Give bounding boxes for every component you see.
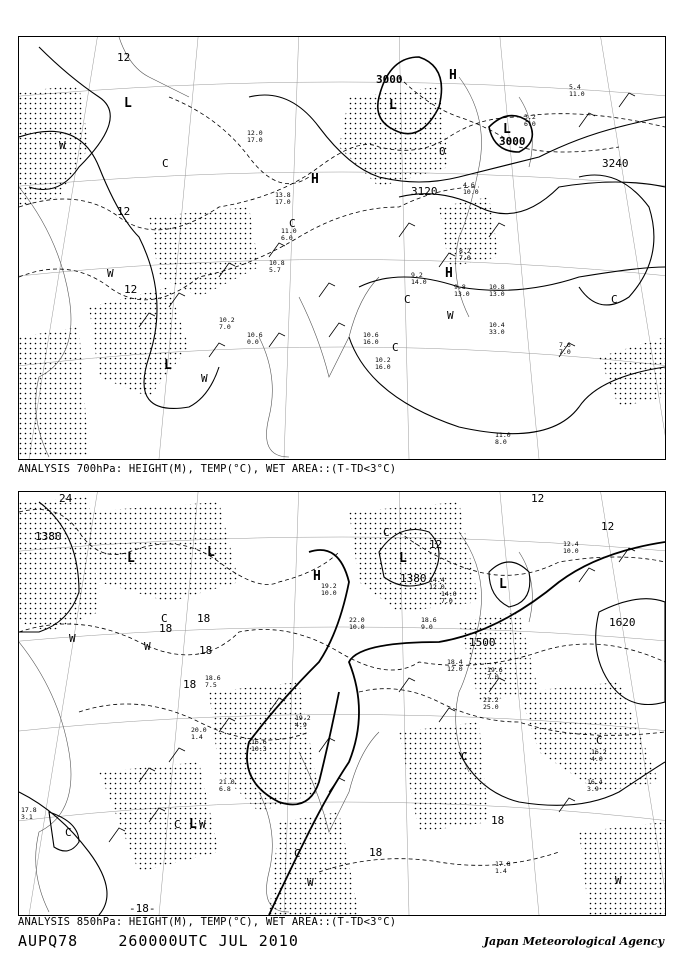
station-dewpoint-depression: 10.0 xyxy=(563,547,579,555)
low-center: L xyxy=(499,577,507,592)
warm-mark: W xyxy=(107,267,114,280)
station-temperature: 14.0 xyxy=(441,590,457,598)
temp-label: 12 xyxy=(531,492,545,505)
wet-areas xyxy=(19,85,665,457)
station-dewpoint-depression: 25.0 xyxy=(483,703,499,711)
height-label: 1500 xyxy=(469,636,496,649)
footer xyxy=(18,932,664,954)
cold-mark: C xyxy=(161,612,168,625)
height-label: 3120 xyxy=(411,185,438,198)
temp-label: 12 xyxy=(117,205,131,218)
station-dewpoint-depression: 1.4 xyxy=(191,733,203,741)
agency-name: Japan Meteorological Agency xyxy=(483,935,664,948)
height-label: 1380 xyxy=(35,530,62,543)
cold-mark: C xyxy=(404,293,411,306)
station-temperature: 10.6 xyxy=(247,331,263,339)
cold-mark: C xyxy=(65,826,72,839)
temp-label: 12 xyxy=(601,520,615,533)
station-dewpoint-depression: 17.0 xyxy=(247,136,263,144)
station-dewpoint-depression: 13.0 xyxy=(489,290,505,298)
station-dewpoint-depression: 7.0 xyxy=(441,597,453,605)
station-dewpoint-depression: 13.0 xyxy=(454,290,470,298)
cold-mark: C xyxy=(294,847,301,860)
station-temperature: 7.6 xyxy=(559,341,571,349)
station-temperature: 10.4 xyxy=(489,321,505,329)
station-temperature: 14.4 xyxy=(429,576,445,584)
station-dewpoint-depression: 12.0 xyxy=(447,665,463,673)
temp-label: 12 xyxy=(429,538,443,551)
high-center: H xyxy=(445,266,453,281)
station-temperature: 22.0 xyxy=(349,616,365,624)
station-dewpoint-depression: 0.0 xyxy=(247,338,259,346)
caption-850hpa: ANALYSIS 850hPa: HEIGHT(M), TEMP(°C), WET AREA::(T-TD<3°C) xyxy=(18,916,397,928)
map-700hpa xyxy=(19,37,665,459)
station-dewpoint-depression: 4.0 xyxy=(591,755,603,763)
station-dewpoint-depression: 7.0 xyxy=(459,254,471,262)
station-dewpoint-depression: 7.0 xyxy=(559,348,571,356)
station-dewpoint-depression: 16.0 xyxy=(375,363,391,371)
temp-label: 0 xyxy=(439,145,446,158)
height-label: 1380 xyxy=(400,572,427,585)
warm-mark: W xyxy=(615,874,622,887)
temp-label: 18 xyxy=(159,622,173,635)
station-dewpoint-depression: 17.0 xyxy=(275,198,291,206)
station-temperature: 16.6 xyxy=(251,738,267,746)
station-dewpoint-depression: 6.0 xyxy=(524,120,536,128)
station-dewpoint-depression: 6.8 xyxy=(219,785,231,793)
height-label: 3000 xyxy=(499,135,526,148)
station-dewpoint-depression: 7.0 xyxy=(487,673,499,681)
temp-label: 18 xyxy=(183,678,197,691)
station-temperature: 21.0 xyxy=(219,778,235,786)
low-center: L xyxy=(389,98,397,113)
temp-label: 12 xyxy=(117,51,131,64)
station-temperature: 10.8 xyxy=(269,259,285,267)
warm-mark: W xyxy=(201,372,208,385)
temp-label: -18- xyxy=(129,902,156,915)
station-temperature: 16.4 xyxy=(587,778,603,786)
warm-mark: W xyxy=(144,640,151,653)
station-temperature: 18.6 xyxy=(205,674,221,682)
station-temperature: 10.2 xyxy=(219,316,235,324)
station-dewpoint-depression: 16.0 xyxy=(363,338,379,346)
station-dewpoint-depression: 10.0 xyxy=(463,188,479,196)
station-temperature: 17.8 xyxy=(495,860,511,868)
station-dewpoint-depression: 4.9 xyxy=(295,721,307,729)
warm-mark: W xyxy=(69,632,76,645)
cold-mark: C xyxy=(289,217,296,230)
station-dewpoint-depression: 8.0 xyxy=(495,438,507,446)
station-dewpoint-depression: 1.4 xyxy=(495,867,507,875)
station-dewpoint-depression: 11.0 xyxy=(569,90,585,98)
station-temperature: 11.0 xyxy=(281,227,297,235)
temp-label: 18 xyxy=(197,612,211,625)
height-label: 3000 xyxy=(376,73,403,86)
grid-lines xyxy=(19,37,665,459)
temp-label: 24 xyxy=(59,492,73,505)
temp-label: 18 xyxy=(369,846,383,859)
station-dewpoint-depression: 7.0 xyxy=(219,323,231,331)
low-center: L xyxy=(503,122,511,137)
low-center: L xyxy=(164,358,172,373)
station-temperature: 17.8 xyxy=(21,806,37,814)
station-temperature: 5.4 xyxy=(569,83,581,91)
station-dewpoint-depression: 12.0 xyxy=(429,583,445,591)
station-temperature: 10.6 xyxy=(363,331,379,339)
station-temperature: 16.2 xyxy=(591,748,607,756)
temp-label: 18 xyxy=(199,644,213,657)
low-center: L xyxy=(189,817,197,832)
height-label: 3240 xyxy=(602,157,629,170)
station-temperature: 19.2 xyxy=(321,582,337,590)
station-temperature: 18.4 xyxy=(447,658,463,666)
warm-mark: W xyxy=(447,309,454,322)
low-center: L xyxy=(127,551,135,566)
cold-mark: C xyxy=(162,157,169,170)
station-temperature: 3.2 xyxy=(524,113,536,121)
station-temperature: 9.2 xyxy=(411,271,423,279)
cold-mark: C xyxy=(461,750,468,763)
cold-mark: C xyxy=(174,818,181,831)
chart-700hpa xyxy=(18,36,666,460)
wet-areas xyxy=(19,497,665,915)
station-dewpoint-depression: 3.1 xyxy=(21,813,33,821)
high-center: H xyxy=(311,172,319,187)
station-temperature: 11.0 xyxy=(495,431,511,439)
station-temperature: 21.2 xyxy=(483,696,499,704)
chart-code xyxy=(18,932,299,950)
station-dewpoint-depression: 6.0 xyxy=(281,234,293,242)
station-dewpoint-depression: 5.7 xyxy=(269,266,281,274)
station-temperature: 18.6 xyxy=(421,616,437,624)
temp-label: 18 xyxy=(491,814,505,827)
station-dewpoint-depression: 10.3 xyxy=(251,745,267,753)
station-temperature: 13.8 xyxy=(275,191,291,199)
cold-mark: C xyxy=(611,293,618,306)
warm-mark: W xyxy=(59,139,66,152)
cold-mark: C xyxy=(383,526,390,539)
valid-time: 260000UTC JUL 2010 xyxy=(118,932,299,950)
station-temperature: 10.2 xyxy=(375,356,391,364)
low-center: L xyxy=(207,545,215,560)
station-temperature: 19.2 xyxy=(295,714,311,722)
station-temperature: 10.8 xyxy=(489,283,505,291)
low-center: L xyxy=(399,551,407,566)
chart-850hpa xyxy=(18,491,666,916)
station-dewpoint-depression: 14.0 xyxy=(411,278,427,286)
cold-mark: C xyxy=(596,734,603,747)
station-dewpoint-depression: 33.0 xyxy=(489,328,505,336)
low-center: L xyxy=(124,96,132,111)
station-dewpoint-depression: 3.9 xyxy=(587,785,599,793)
station-dewpoint-depression: 7.5 xyxy=(205,681,217,689)
station-temperature: 12.0 xyxy=(247,129,263,137)
station-temperature: 8.2 xyxy=(459,247,471,255)
warm-mark: W xyxy=(307,876,314,889)
product-code: AUPQ78 xyxy=(18,932,79,950)
station-temperature: 20.0 xyxy=(191,726,207,734)
temp-label: 12 xyxy=(124,283,138,296)
cold-mark: C xyxy=(392,341,399,354)
station-dewpoint-depression: 10.0 xyxy=(349,623,365,631)
warm-mark: W xyxy=(199,818,206,831)
caption-700hpa: ANALYSIS 700hPa: HEIGHT(M), TEMP(°C), WET AREA::(T-TD<3°C) xyxy=(18,463,397,475)
high-center: H xyxy=(449,68,457,83)
station-dewpoint-depression: 9.0 xyxy=(421,623,433,631)
map-850hpa xyxy=(19,492,665,915)
station-temperature: 19.6 xyxy=(487,666,503,674)
isotherms xyxy=(19,77,665,300)
high-center: H xyxy=(313,569,321,584)
station-dewpoint-depression: 10.0 xyxy=(321,589,337,597)
station-temperature: 4.6 xyxy=(463,181,475,189)
height-label: 1620 xyxy=(609,616,636,629)
station-temperature: 12.4 xyxy=(563,540,579,548)
station-temperature: 9.8 xyxy=(454,283,466,291)
